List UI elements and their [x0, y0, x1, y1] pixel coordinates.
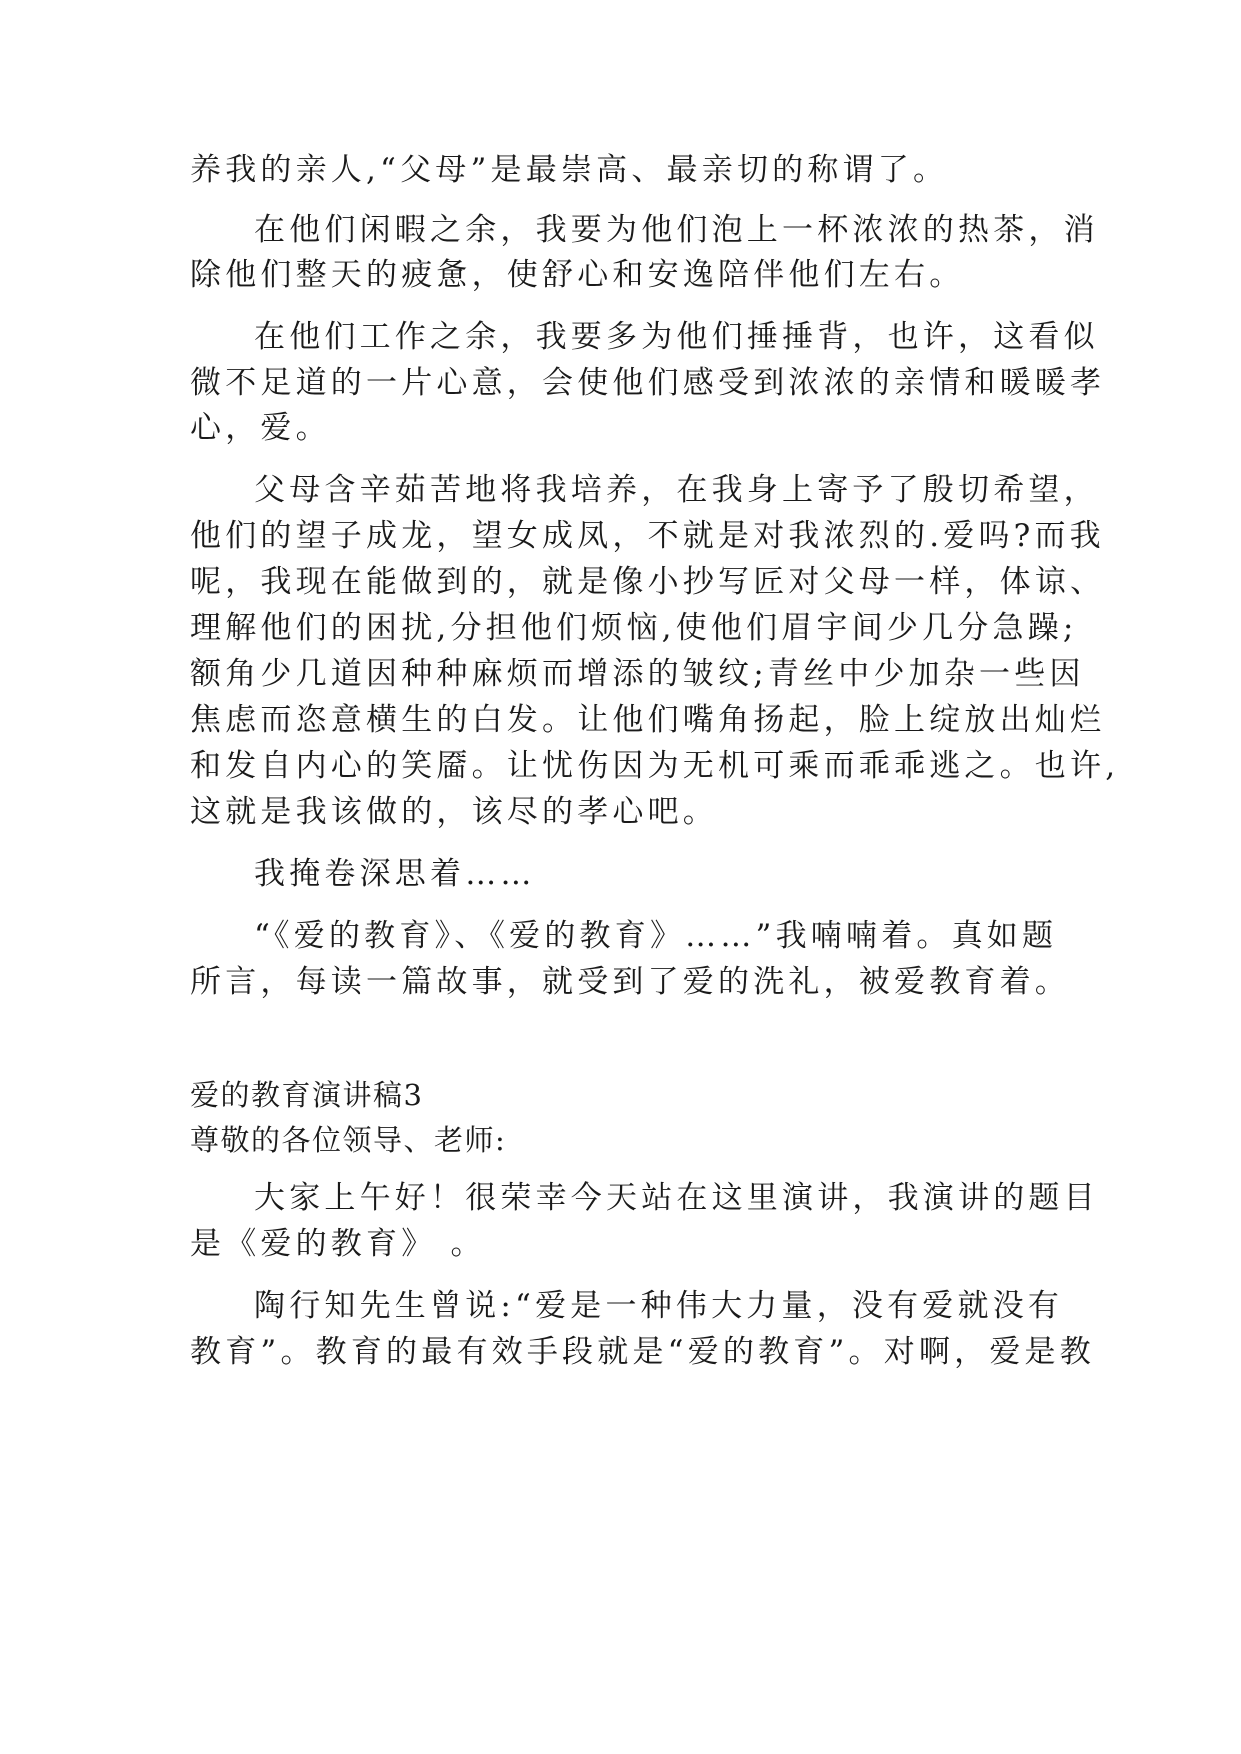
paragraph-line: 在他们闲暇之余，我要为他们泡上一杯浓浓的热茶，消 — [254, 212, 1099, 248]
paragraph-line: 和发自内心的笑靥。让忧伤因为无机可乘而乖乖逃之。也许, — [190, 748, 1120, 784]
paragraph-line: 除他们整天的疲惫，使舒心和安逸陪伴他们左右。 — [190, 257, 965, 293]
paragraph-line: 额角少几道因种种麻烦而增添的皱纹;青丝中少加杂一些因 — [190, 656, 1085, 692]
paragraph-line: “《爱的教育》、《爱的教育》……”我喃喃着。真如题 — [254, 918, 1058, 954]
paragraph-line: 这就是我该做的，该尽的孝心吧。 — [190, 794, 718, 830]
paragraph-line: 他们的望子成龙，望女成凤，不就是对我浓烈的.爱吗?而我 — [190, 518, 1105, 554]
paragraph-line: 心，爱。 — [190, 410, 331, 446]
paragraph-line: 教育”。教育的最有效手段就是“爱的教育”。对啊，爱是教 — [190, 1334, 1095, 1370]
paragraph-line: 呢，我现在能做到的，就是像小抄写匠对父母一样，体谅、 — [190, 564, 1106, 600]
section-heading: 爱的教育演讲稿3 — [190, 1078, 424, 1112]
paragraph-line: 我掩卷深思着…… — [254, 856, 536, 892]
paragraph-line: 陶行知先生曾说:“爱是一种伟大力量，没有爱就没有 — [254, 1288, 1064, 1324]
paragraph-line: 所言，每读一篇故事，就受到了爱的洗礼，被爱教育着。 — [190, 964, 1070, 1000]
paragraph-line: 养我的亲人,“父母”是最崇高、最亲切的称谓了。 — [190, 152, 949, 188]
paragraph-line: 是《爱的教育》 。 — [190, 1226, 486, 1262]
paragraph-line: 微不足道的一片心意，会使他们感受到浓浓的亲情和暖暖孝 — [190, 365, 1106, 401]
paragraph-line: 在他们工作之余，我要多为他们捶捶背，也许，这看似 — [254, 319, 1099, 355]
paragraph-line: 理解他们的困扰,分担他们烦恼,使他们眉宇间少几分急躁; — [190, 610, 1078, 646]
paragraph-line: 大家上午好！很荣幸今天站在这里演讲，我演讲的题目 — [254, 1180, 1099, 1216]
paragraph-line: 焦虑而恣意横生的白发。让他们嘴角扬起，脸上绽放出灿烂 — [190, 702, 1106, 738]
paragraph-line: 父母含辛茹苦地将我培养，在我身上寄予了殷切希望， — [254, 472, 1099, 508]
salutation: 尊敬的各位领导、老师: — [190, 1123, 507, 1157]
